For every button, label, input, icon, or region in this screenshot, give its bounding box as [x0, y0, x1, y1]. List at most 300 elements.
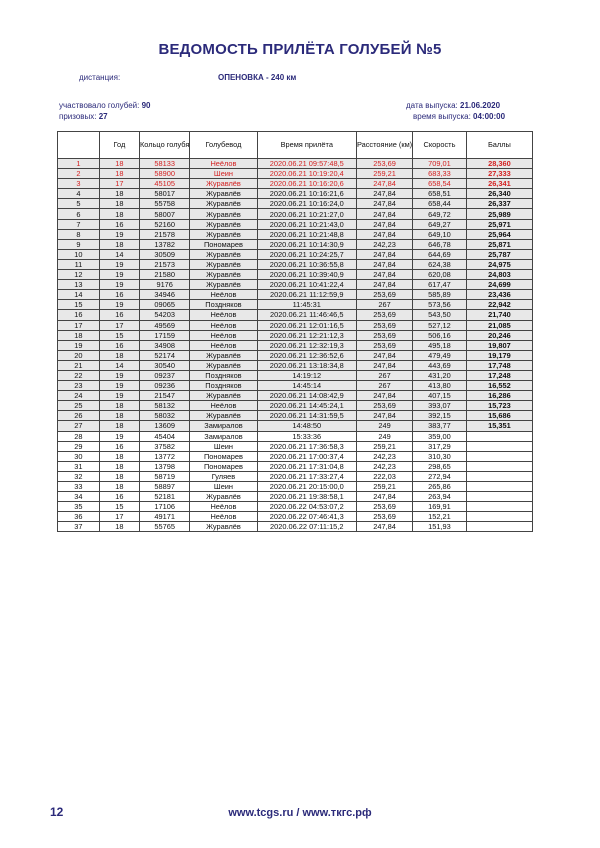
cell-distance: 242,23 [356, 461, 412, 471]
cell-points [466, 512, 532, 522]
cell-ring: 30509 [140, 249, 190, 259]
cell-ring: 49171 [140, 512, 190, 522]
cell-breeder: Поздняков [190, 381, 257, 391]
cell-points: 25,964 [466, 229, 532, 239]
cell-year: 17 [99, 320, 139, 330]
cell-breeder: Гуляев [190, 471, 257, 481]
cell-arrival-time: 2020.06.22 07:11:15,2 [257, 522, 356, 532]
table-row [58, 522, 533, 532]
cell-breeder: Неёлов [190, 159, 257, 169]
cell-points [466, 451, 532, 461]
cell-points: 21,085 [466, 320, 532, 330]
cell-distance: 247,84 [356, 411, 412, 421]
cell-speed: 383,77 [413, 421, 467, 431]
cell-ring: 52160 [140, 219, 190, 229]
cell-speed: 649,10 [413, 229, 467, 239]
cell-arrival-time: 14:45:14 [257, 381, 356, 391]
cell-distance: 247,84 [356, 199, 412, 209]
cell-breeder: Неёлов [190, 290, 257, 300]
cell-points: 17,248 [466, 370, 532, 380]
cell-speed: 658,44 [413, 199, 467, 209]
participants-line [59, 101, 150, 110]
cell-place: 36 [58, 512, 100, 522]
cell-year: 18 [99, 461, 139, 471]
cell-ring: 58017 [140, 189, 190, 199]
cell-year: 14 [99, 360, 139, 370]
cell-breeder: Пономарев [190, 451, 257, 461]
table-row [58, 320, 533, 330]
cell-ring: 58032 [140, 411, 190, 421]
cell-place: 11 [58, 259, 100, 269]
cell-year: 18 [99, 209, 139, 219]
cell-breeder: Журавлёв [190, 411, 257, 421]
cell-ring: 58900 [140, 169, 190, 179]
cell-place: 4 [58, 189, 100, 199]
cell-distance: 242,23 [356, 451, 412, 461]
table-row [58, 159, 533, 169]
table-row [58, 290, 533, 300]
cell-points: 22,942 [466, 300, 532, 310]
cell-arrival-time: 2020.06.21 12:36:52,6 [257, 350, 356, 360]
cell-arrival-time: 2020.06.21 19:38:58,1 [257, 492, 356, 502]
cell-speed: 658,54 [413, 179, 467, 189]
cell-year: 18 [99, 451, 139, 461]
cell-arrival-time: 2020.06.21 17:36:58,3 [257, 441, 356, 451]
cell-ring: 52174 [140, 350, 190, 360]
cell-year: 18 [99, 482, 139, 492]
col-header-distance: Расстояние (км) [356, 132, 412, 159]
cell-year: 19 [99, 300, 139, 310]
col-header-place [58, 132, 100, 159]
cell-ring: 52181 [140, 492, 190, 502]
cell-distance: 247,84 [356, 229, 412, 239]
cell-breeder: Журавлёв [190, 391, 257, 401]
cell-place: 6 [58, 209, 100, 219]
cell-place: 16 [58, 310, 100, 320]
cell-arrival-time: 2020.06.21 10:16:20,6 [257, 179, 356, 189]
cell-speed: 585,89 [413, 290, 467, 300]
cell-place: 7 [58, 219, 100, 229]
cell-points: 25,971 [466, 219, 532, 229]
cell-year: 18 [99, 522, 139, 532]
cell-points: 15,723 [466, 401, 532, 411]
cell-year: 19 [99, 391, 139, 401]
cell-place: 26 [58, 411, 100, 421]
table-row [58, 502, 533, 512]
cell-speed: 495,18 [413, 340, 467, 350]
cell-place: 19 [58, 340, 100, 350]
cell-points: 19,179 [466, 350, 532, 360]
cell-ring: 34946 [140, 290, 190, 300]
cell-ring: 58897 [140, 482, 190, 492]
cell-year: 16 [99, 310, 139, 320]
cell-points: 26,340 [466, 189, 532, 199]
cell-ring: 09237 [140, 370, 190, 380]
cell-speed: 298,65 [413, 461, 467, 471]
cell-points: 16,552 [466, 381, 532, 391]
table-row [58, 370, 533, 380]
cell-breeder: Пономарев [190, 239, 257, 249]
cell-arrival-time: 2020.06.21 14:31:59,5 [257, 411, 356, 421]
cell-distance: 247,84 [356, 209, 412, 219]
cell-place: 31 [58, 461, 100, 471]
cell-year: 19 [99, 270, 139, 280]
cell-points [466, 522, 532, 532]
cell-breeder: Журавлёв [190, 229, 257, 239]
cell-ring: 37582 [140, 441, 190, 451]
cell-points [466, 471, 532, 481]
cell-year: 18 [99, 401, 139, 411]
distance-value: ОПЕНОВКА - 240 км [218, 73, 297, 82]
cell-place: 20 [58, 350, 100, 360]
cell-breeder: Журавлёв [190, 492, 257, 502]
cell-distance: 253,69 [356, 340, 412, 350]
cell-place: 10 [58, 249, 100, 259]
cell-breeder: Неёлов [190, 512, 257, 522]
cell-breeder: Журавлёв [190, 209, 257, 219]
cell-points [466, 482, 532, 492]
cell-points: 15,351 [466, 421, 532, 431]
cell-speed: 393,07 [413, 401, 467, 411]
cell-speed: 152,21 [413, 512, 467, 522]
table-row [58, 441, 533, 451]
cell-place: 24 [58, 391, 100, 401]
table-row [58, 431, 533, 441]
cell-breeder: Журавлёв [190, 350, 257, 360]
cell-distance: 242,23 [356, 239, 412, 249]
cell-distance: 247,84 [356, 391, 412, 401]
cell-year: 19 [99, 280, 139, 290]
cell-distance: 259,21 [356, 169, 412, 179]
cell-arrival-time: 11:45:31 [257, 300, 356, 310]
cell-breeder: Журавлёв [190, 522, 257, 532]
cell-year: 18 [99, 189, 139, 199]
cell-year: 17 [99, 512, 139, 522]
cell-place: 30 [58, 451, 100, 461]
table-row [58, 280, 533, 290]
cell-distance: 267 [356, 300, 412, 310]
cell-points [466, 492, 532, 502]
cell-year: 16 [99, 441, 139, 451]
cell-place: 12 [58, 270, 100, 280]
prizes-label: призовых: [59, 112, 97, 121]
table-row [58, 239, 533, 249]
cell-year: 15 [99, 330, 139, 340]
cell-breeder: Неёлов [190, 401, 257, 411]
cell-speed: 543,50 [413, 310, 467, 320]
cell-year: 18 [99, 159, 139, 169]
participants-label: участвовало голубей: [59, 101, 140, 110]
cell-speed: 151,93 [413, 522, 467, 532]
cell-points: 24,803 [466, 270, 532, 280]
cell-place: 33 [58, 482, 100, 492]
cell-ring: 58132 [140, 401, 190, 411]
table-row [58, 229, 533, 239]
release-time-label: время выпуска: [413, 112, 471, 121]
cell-place: 21 [58, 360, 100, 370]
cell-arrival-time: 2020.06.21 20:15:00,0 [257, 482, 356, 492]
table-row [58, 340, 533, 350]
table-row [58, 270, 533, 280]
cell-ring: 09065 [140, 300, 190, 310]
cell-distance: 267 [356, 381, 412, 391]
cell-arrival-time: 2020.06.21 09:57:48,5 [257, 159, 356, 169]
cell-speed: 649,27 [413, 219, 467, 229]
cell-place: 35 [58, 502, 100, 512]
table-row [58, 330, 533, 340]
cell-distance: 253,69 [356, 401, 412, 411]
cell-arrival-time: 2020.06.21 10:21:43,0 [257, 219, 356, 229]
cell-distance: 253,69 [356, 290, 412, 300]
cell-place: 37 [58, 522, 100, 532]
cell-ring: 30540 [140, 360, 190, 370]
cell-distance: 247,84 [356, 179, 412, 189]
cell-points: 26,337 [466, 199, 532, 209]
cell-arrival-time: 15:33:36 [257, 431, 356, 441]
cell-ring: 58719 [140, 471, 190, 481]
release-date-line [406, 101, 500, 110]
cell-ring: 45404 [140, 431, 190, 441]
cell-breeder: Неёлов [190, 340, 257, 350]
cell-arrival-time: 2020.06.21 10:21:48,8 [257, 229, 356, 239]
cell-distance: 222,03 [356, 471, 412, 481]
col-header-points: Баллы [466, 132, 532, 159]
cell-arrival-time: 2020.06.21 12:32:19,3 [257, 340, 356, 350]
cell-ring: 09236 [140, 381, 190, 391]
cell-breeder: Журавлёв [190, 189, 257, 199]
cell-ring: 58007 [140, 209, 190, 219]
cell-year: 16 [99, 340, 139, 350]
cell-place: 1 [58, 159, 100, 169]
cell-place: 3 [58, 179, 100, 189]
cell-breeder: Неёлов [190, 330, 257, 340]
cell-place: 32 [58, 471, 100, 481]
cell-points: 21,740 [466, 310, 532, 320]
cell-breeder: Журавлёв [190, 249, 257, 259]
cell-speed: 443,69 [413, 360, 467, 370]
cell-ring: 21547 [140, 391, 190, 401]
cell-arrival-time: 2020.06.21 14:45:24,1 [257, 401, 356, 411]
cell-ring: 17106 [140, 502, 190, 512]
cell-arrival-time: 2020.06.21 10:16:21,6 [257, 189, 356, 199]
table-row [58, 360, 533, 370]
cell-place: 25 [58, 401, 100, 411]
table-row [58, 310, 533, 320]
cell-distance: 247,84 [356, 492, 412, 502]
cell-place: 28 [58, 431, 100, 441]
page-title: ВЕДОМОСТЬ ПРИЛЁТА ГОЛУБЕЙ №5 [158, 41, 442, 58]
cell-place: 34 [58, 492, 100, 502]
cell-place: 15 [58, 300, 100, 310]
cell-breeder: Поздняков [190, 370, 257, 380]
cell-year: 16 [99, 492, 139, 502]
cell-arrival-time: 2020.06.21 10:24:25,7 [257, 249, 356, 259]
cell-arrival-time: 2020.06.21 12:01:16,5 [257, 320, 356, 330]
cell-year: 19 [99, 370, 139, 380]
cell-arrival-time: 2020.06.22 07:46:41,3 [257, 512, 356, 522]
cell-place: 8 [58, 229, 100, 239]
cell-speed: 169,91 [413, 502, 467, 512]
cell-place: 5 [58, 199, 100, 209]
cell-distance: 253,69 [356, 502, 412, 512]
cell-place: 17 [58, 320, 100, 330]
cell-speed: 683,33 [413, 169, 467, 179]
cell-speed: 310,30 [413, 451, 467, 461]
col-header-arrival-time: Время прилёта [257, 132, 356, 159]
table-row [58, 492, 533, 502]
cell-ring: 17159 [140, 330, 190, 340]
cell-arrival-time: 2020.06.21 17:33:27,4 [257, 471, 356, 481]
cell-distance: 247,84 [356, 280, 412, 290]
page-number: 12 [50, 805, 64, 819]
cell-ring: 21573 [140, 259, 190, 269]
table-row [58, 401, 533, 411]
cell-breeder: Неёлов [190, 320, 257, 330]
cell-points: 16,286 [466, 391, 532, 401]
cell-points: 24,975 [466, 259, 532, 269]
cell-ring: 55765 [140, 522, 190, 532]
cell-breeder: Поздняков [190, 300, 257, 310]
cell-points: 25,787 [466, 249, 532, 259]
cell-arrival-time: 14:48:50 [257, 421, 356, 431]
cell-speed: 413,80 [413, 381, 467, 391]
cell-place: 2 [58, 169, 100, 179]
cell-distance: 249 [356, 421, 412, 431]
cell-distance: 247,84 [356, 249, 412, 259]
cell-breeder: Журавлёв [190, 259, 257, 269]
cell-place: 29 [58, 441, 100, 451]
cell-breeder: Журавлёв [190, 199, 257, 209]
table-row [58, 512, 533, 522]
cell-year: 16 [99, 290, 139, 300]
table-row [58, 219, 533, 229]
cell-breeder: Неёлов [190, 310, 257, 320]
table-row [58, 179, 533, 189]
cell-distance: 259,21 [356, 441, 412, 451]
cell-year: 19 [99, 229, 139, 239]
cell-arrival-time: 2020.06.21 10:41:22,4 [257, 280, 356, 290]
table-header-row [58, 132, 533, 159]
cell-breeder: Журавлёв [190, 360, 257, 370]
cell-speed: 392,15 [413, 411, 467, 421]
cell-ring: 13609 [140, 421, 190, 431]
cell-distance: 247,84 [356, 522, 412, 532]
cell-distance: 253,69 [356, 320, 412, 330]
table-row [58, 451, 533, 461]
release-date-label: дата выпуска: [406, 101, 458, 110]
footer-website: www.tcgs.ru / www.ткгс.рф [228, 807, 372, 819]
cell-distance: 247,84 [356, 360, 412, 370]
cell-year: 18 [99, 169, 139, 179]
cell-place: 14 [58, 290, 100, 300]
cell-arrival-time: 2020.06.21 10:21:27,0 [257, 209, 356, 219]
cell-breeder: Шеин [190, 441, 257, 451]
table-row [58, 482, 533, 492]
cell-speed: 646,78 [413, 239, 467, 249]
prizes-value: 27 [98, 112, 108, 121]
cell-ring: 13798 [140, 461, 190, 471]
table-row [58, 300, 533, 310]
cell-year: 16 [99, 219, 139, 229]
table-row [58, 421, 533, 431]
cell-points: 28,360 [466, 159, 532, 169]
cell-speed: 709,01 [413, 159, 467, 169]
col-header-year: Год [99, 132, 139, 159]
cell-speed: 263,94 [413, 492, 467, 502]
cell-arrival-time: 2020.06.21 17:00:37,4 [257, 451, 356, 461]
table-row [58, 259, 533, 269]
table-row [58, 189, 533, 199]
cell-speed: 431,20 [413, 370, 467, 380]
cell-arrival-time: 2020.06.21 10:16:24,0 [257, 199, 356, 209]
cell-year: 19 [99, 381, 139, 391]
cell-arrival-time: 2020.06.21 10:19:20,4 [257, 169, 356, 179]
cell-distance: 247,84 [356, 270, 412, 280]
cell-place: 23 [58, 381, 100, 391]
cell-speed: 272,94 [413, 471, 467, 481]
cell-distance: 249 [356, 431, 412, 441]
cell-distance: 247,84 [356, 259, 412, 269]
table-row [58, 391, 533, 401]
cell-arrival-time: 2020.06.21 14:08:42,9 [257, 391, 356, 401]
col-header-breeder: Голубевод [190, 132, 257, 159]
table-row [58, 411, 533, 421]
cell-arrival-time: 2020.06.21 12:21:12,3 [257, 330, 356, 340]
cell-ring: 54203 [140, 310, 190, 320]
cell-distance: 247,84 [356, 189, 412, 199]
cell-year: 19 [99, 431, 139, 441]
cell-points: 24,699 [466, 280, 532, 290]
cell-place: 27 [58, 421, 100, 431]
table-row [58, 381, 533, 391]
cell-year: 18 [99, 199, 139, 209]
cell-ring: 13772 [140, 451, 190, 461]
cell-year: 15 [99, 502, 139, 512]
distance-label: дистанция: [79, 73, 121, 82]
cell-ring: 34908 [140, 340, 190, 350]
cell-place: 9 [58, 239, 100, 249]
cell-points: 23,436 [466, 290, 532, 300]
cell-year: 18 [99, 421, 139, 431]
cell-points [466, 431, 532, 441]
cell-speed: 317,29 [413, 441, 467, 451]
cell-place: 18 [58, 330, 100, 340]
table-row [58, 209, 533, 219]
cell-ring: 55758 [140, 199, 190, 209]
cell-breeder: Журавлёв [190, 270, 257, 280]
cell-year: 17 [99, 179, 139, 189]
cell-points: 25,871 [466, 239, 532, 249]
cell-year: 18 [99, 350, 139, 360]
cell-speed: 649,72 [413, 209, 467, 219]
cell-breeder: Журавлёв [190, 179, 257, 189]
cell-speed: 573,56 [413, 300, 467, 310]
cell-arrival-time: 2020.06.21 10:14:30,9 [257, 239, 356, 249]
cell-arrival-time: 14:19:12 [257, 370, 356, 380]
cell-points: 27,333 [466, 169, 532, 179]
cell-breeder: Журавлёв [190, 219, 257, 229]
cell-speed: 479,49 [413, 350, 467, 360]
cell-year: 14 [99, 249, 139, 259]
cell-speed: 359,00 [413, 431, 467, 441]
cell-distance: 253,69 [356, 310, 412, 320]
table-row [58, 350, 533, 360]
cell-points [466, 461, 532, 471]
cell-ring: 58133 [140, 159, 190, 169]
cell-year: 19 [99, 259, 139, 269]
cell-speed: 644,69 [413, 249, 467, 259]
cell-arrival-time: 2020.06.21 17:31:04,8 [257, 461, 356, 471]
